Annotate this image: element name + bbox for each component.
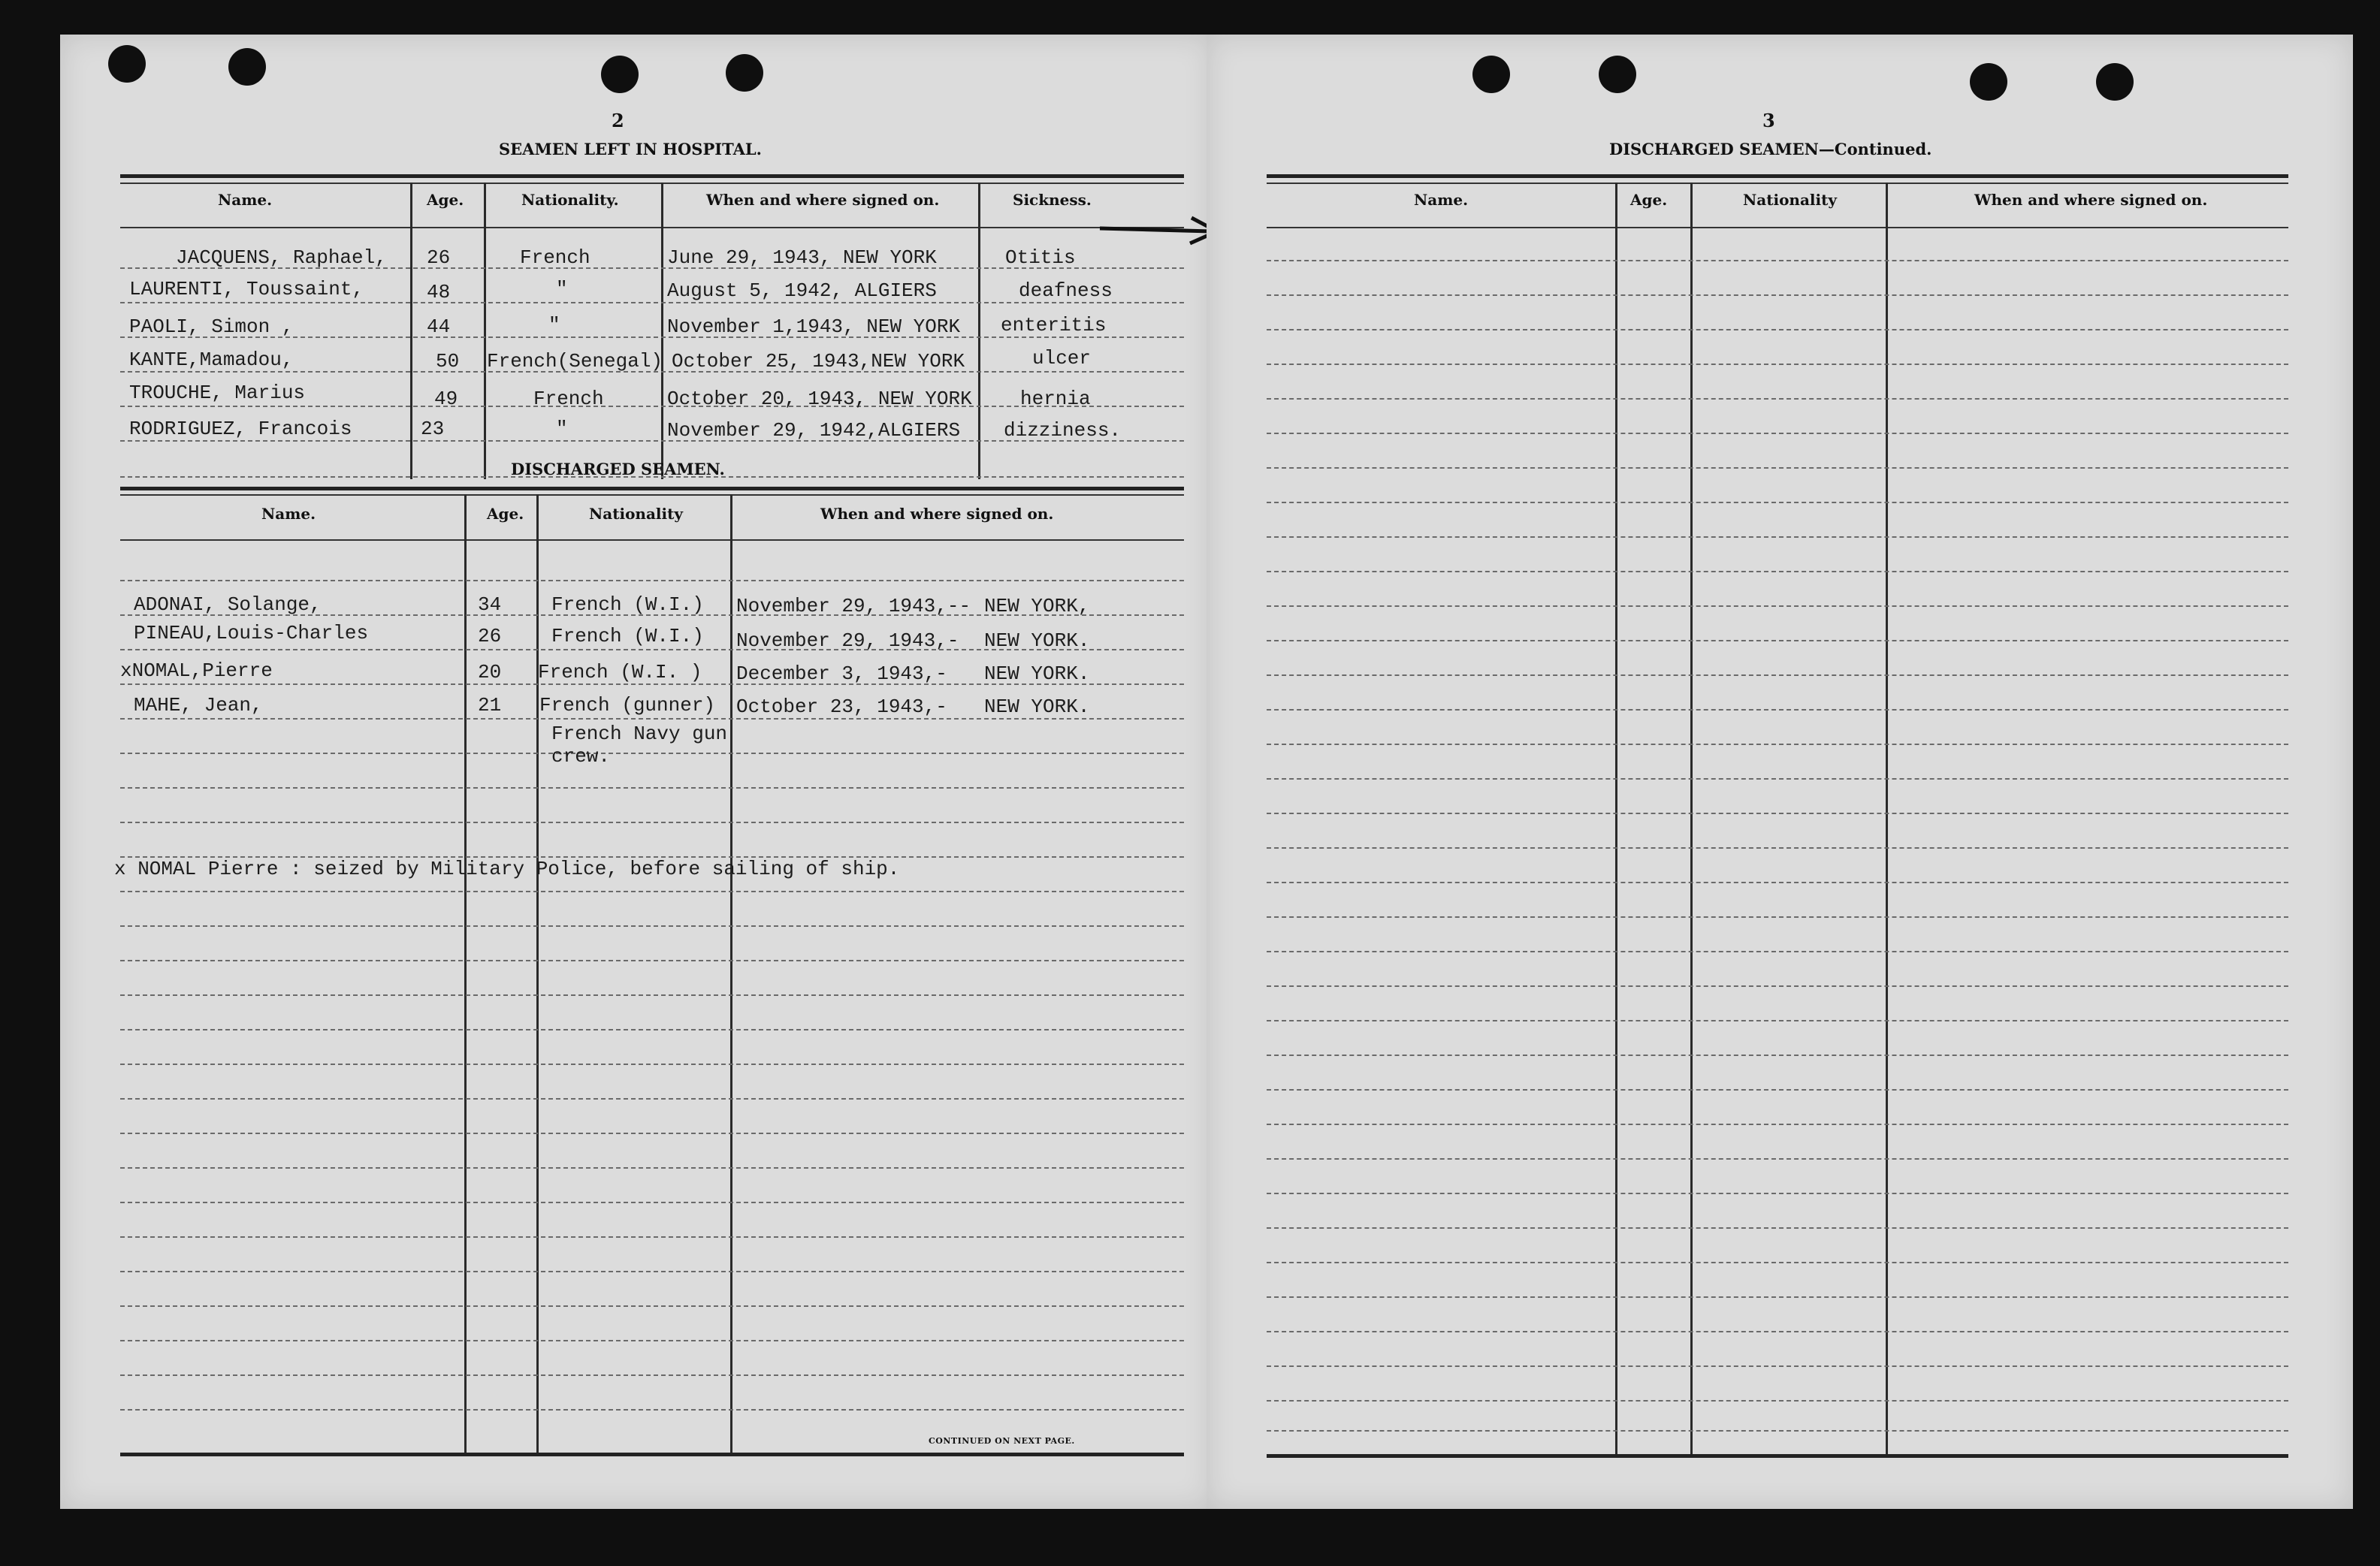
discharged-row-age: 21 <box>478 694 502 717</box>
column-header-age: Age. <box>1630 191 1668 209</box>
hospital-row-name: JACQUENS, Raphael, <box>176 246 387 269</box>
column-header-signed-on: When and where signed on. <box>820 505 1054 523</box>
discharged-row-date: October 23, 1943,- <box>736 695 947 718</box>
column-header-signed-on: When and where signed on. <box>1974 191 2208 209</box>
punch-hole <box>2096 63 2134 101</box>
discharged-row-place: NEW YORK. <box>984 695 1090 718</box>
discharged-row-name: ADONAI, Solange, <box>134 593 322 616</box>
discharged-row-place: NEW YORK, <box>984 595 1090 617</box>
column-header-name: Name. <box>261 505 316 523</box>
hospital-row-sickness: dizziness. <box>1004 419 1122 442</box>
column-header-nationality: Nationality <box>589 505 683 523</box>
discharged-row-nationality: French (W.I. ) <box>538 661 702 683</box>
hospital-row-name: PAOLI, Simon , <box>129 315 294 338</box>
discharged-row-date: December 3, 1943,- <box>736 662 947 685</box>
left-page <box>60 35 1213 1509</box>
discharged-row-name: PINEAU,Louis-Charles <box>134 622 369 644</box>
column-header-name: Name. <box>1414 191 1469 209</box>
column-header-sickness: Sickness. <box>1013 191 1092 209</box>
punch-hole <box>108 45 146 83</box>
hospital-row-signed-on: August 5, 1942, ALGIERS <box>667 279 937 302</box>
column-header-signed-on: When and where signed on. <box>706 191 940 209</box>
discharged-row-age: 20 <box>478 661 502 683</box>
hospital-row-age: 48 <box>427 281 451 303</box>
discharged-row-date: November 29, 1943,-- <box>736 595 971 617</box>
hospital-row-age: 44 <box>427 315 451 338</box>
hospital-row-age: 26 <box>427 246 451 269</box>
punch-hole <box>228 48 266 86</box>
hospital-row-age: 23 <box>421 418 445 440</box>
hospital-row-sickness: deafness <box>1019 279 1113 302</box>
punch-hole <box>726 54 763 92</box>
hospital-row-sickness: Otitis <box>1005 246 1076 269</box>
column-header-name: Name. <box>218 191 273 209</box>
page-number: 2 <box>612 110 624 131</box>
hospital-row-sickness: ulcer <box>1032 347 1092 370</box>
hospital-row-signed-on: October 25, 1943,NEW YORK <box>672 350 965 373</box>
discharged-row-nationality: French (W.I.) <box>551 593 704 616</box>
footnote: x NOMAL Pierre : seized by Military Police, before sailing of ship. <box>114 858 900 880</box>
hospital-row-nationality: " <box>556 418 568 440</box>
discharged-row-age: 26 <box>478 625 502 647</box>
discharged-row-place: NEW YORK. <box>984 629 1090 652</box>
hospital-row-nationality: French <box>520 246 590 269</box>
hospital-row-signed-on: June 29, 1943, NEW YORK <box>667 246 937 269</box>
discharged-row-date: November 29, 1943,- <box>736 629 959 652</box>
punch-hole <box>601 56 639 93</box>
hospital-row-signed-on: October 20, 1943, NEW YORK <box>667 388 972 410</box>
punch-hole <box>1599 56 1636 93</box>
continued-section-title: DISCHARGED SEAMEN—Continued. <box>1609 140 1932 158</box>
column-header-age: Age. <box>427 191 464 209</box>
hospital-row-nationality: " <box>556 278 568 300</box>
hospital-row-sickness: hernia <box>1020 388 1091 410</box>
column-header-age: Age. <box>487 505 524 523</box>
arrow-icon <box>1097 210 1225 248</box>
discharged-row-place: NEW YORK. <box>984 662 1090 685</box>
hospital-row-sickness: enteritis <box>1001 314 1107 336</box>
hospital-row-name: KANTE,Mamadou, <box>129 349 294 371</box>
hospital-row-nationality: French <box>533 388 604 410</box>
hospital-row-name: LAURENTI, Toussaint, <box>129 278 364 300</box>
discharged-row-nationality: French (gunner) <box>539 694 716 717</box>
nationality-note: French Navy gun <box>551 723 728 745</box>
hospital-row-age: 49 <box>434 388 458 410</box>
hospital-row-age: 50 <box>436 350 460 373</box>
hospital-section-title: SEAMEN LEFT IN HOSPITAL. <box>499 140 762 158</box>
discharged-section-title: DISCHARGED SEAMEN. <box>511 460 725 478</box>
column-header-nationality: Nationality <box>1743 191 1837 209</box>
nationality-note: crew. <box>551 745 611 768</box>
column-header-nationality: Nationality. <box>521 191 619 209</box>
discharged-row-nationality: French (W.I.) <box>551 625 704 647</box>
punch-hole <box>1472 56 1510 93</box>
right-page <box>1207 35 2353 1509</box>
hospital-row-nationality: " <box>548 314 560 336</box>
continued-footer: CONTINUED ON NEXT PAGE. <box>929 1436 1075 1446</box>
discharged-row-name: xNOMAL,Pierre <box>120 659 273 682</box>
punch-hole <box>1970 63 2007 101</box>
hospital-row-name: RODRIGUEZ, Francois <box>129 418 352 440</box>
page-number: 3 <box>1762 110 1775 131</box>
hospital-row-signed-on: November 1,1943, NEW YORK <box>667 315 961 338</box>
hospital-row-name: TROUCHE, Marius <box>129 382 306 404</box>
hospital-row-signed-on: November 29, 1942,ALGIERS <box>667 419 961 442</box>
discharged-row-name: MAHE, Jean, <box>134 694 263 717</box>
discharged-row-age: 34 <box>478 593 502 616</box>
hospital-row-nationality: French(Senegal) <box>487 350 663 373</box>
